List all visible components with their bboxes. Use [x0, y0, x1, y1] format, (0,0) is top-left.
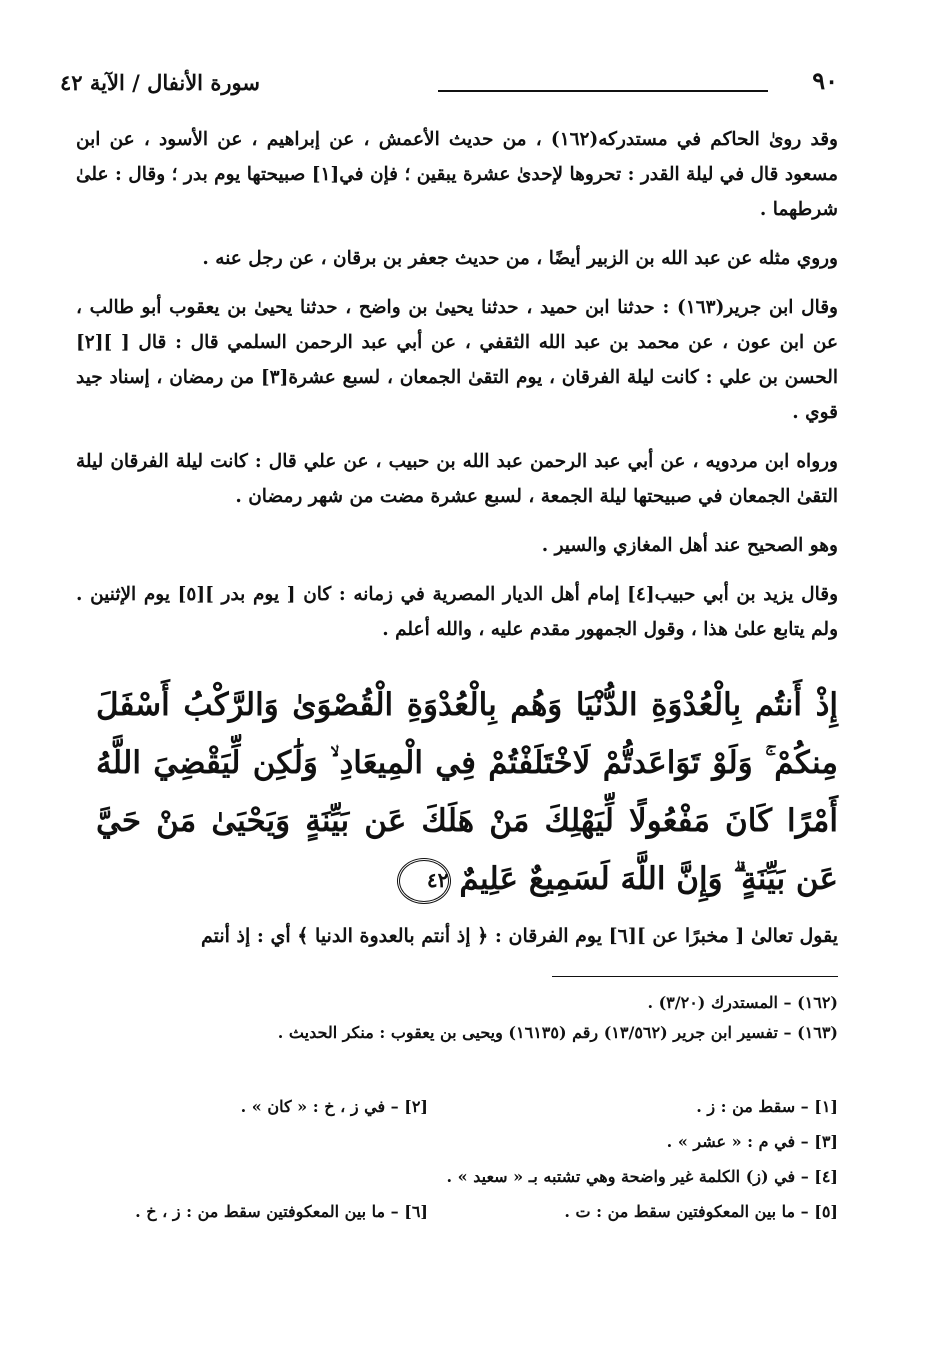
- quran-verse: [96, 676, 838, 908]
- tafsir-text: يقول تعالىٰ [ مخبرًا عن ][٦] يوم الفرقان : ﴿ إذ أنتم بالعدوة الدنيا ﴾ أي : إذ أنتم: [200, 925, 838, 947]
- paragraph-4: ورواه ابن مردويه ، عن أبي عبد الرحمن عبد الله بن حبيب ، عن علي قال : كانت ليلة الفرقان ليلة التقىٰ الجمعان في صبيحتها ليلة الجمعة ، لسبع عشرة مضت من شهر رمضان .: [76, 451, 838, 507]
- paragraph-6: وقال يزيد بن أبي حبيب[٤] إمام أهل الديار المصرية في زمانه : كان [ يوم بدر ][٥] يوم الإثنين . ولم يتابع علىٰ هذا ، وقول الجمهور مقدم عليه ، والله أعلم .: [76, 584, 839, 640]
- quran-verse-block: [96, 676, 838, 908]
- editor-note-5: [٥] – ما بين المعكوفتين سقط من : ت .: [564, 1202, 838, 1221]
- editor-note-3: [٣] – في م : « عشر » .: [666, 1132, 838, 1151]
- editor-notes-row-3: [96, 1162, 838, 1197]
- paragraph-3: وقال ابن جرير(١٦٣) : حدثنا ابن حميد ، حدثنا يحيىٰ بن واضح ، حدثنا يحيىٰ بن يعقوب أبو طالب ، عن ابن عون ، عن محمد بن عبد الله الثقفي ، عن أبي عبد الرحمن السلمي قال : قال [ ][٢] الحسن بن علي : كانت ليلة الفرقان ، يوم التقىٰ الجمعان ، لسبع عشرة[٣] من رمضان ، إسناد جيد قوي .: [76, 297, 838, 423]
- editor-notes: [96, 1092, 838, 1232]
- editor-note-2: [٢] – في ز ، خ : « كان » .: [240, 1097, 428, 1116]
- paragraph-5: وهو الصحيح عند أهل المغازي والسير .: [541, 535, 838, 556]
- header-rule: [438, 90, 768, 92]
- paragraph-2: وروي مثله عن عبد الله بن الزبير أيضًا ، من حديث جعفر بن برقان ، عن رجل عنه .: [202, 248, 838, 269]
- editor-notes-row-2: [96, 1127, 838, 1162]
- paragraph-1: وقد روىٰ الحاكم في مستدركه(١٦٢) ، من حديث الأعمش ، عن إبراهيم ، عن الأسود ، عن ابن مسعود قال في ليلة القدر : تحروها لإحدىٰ عشرة يبقين ؛ فإن في[١] صبيحتها يوم بدر ؛ وقال : علىٰ شرطهما .: [76, 129, 838, 220]
- footnote-divider: [552, 976, 838, 977]
- verse-text: إِذْ أَنتُم بِالْعُدْوَةِ الدُّنْيَا وَهُم بِالْعُدْوَةِ الْقُصْوَىٰ وَالرَّكْبُ أَسْفَلَ مِنكُمْ ۚ وَلَوْ تَوَاعَدتُّمْ لَاخْتَلَفْتُمْ فِي الْمِيعَادِ ۙ وَلَٰكِن لِّيَقْضِيَ اللَّهُ أَمْرًا كَانَ مَفْعُولًا لِّيَهْلِكَ مَنْ هَلَكَ عَن بَيِّنَةٍ وَيَحْيَىٰ مَنْ حَيَّ عَن بَيِّنَةٍ ۗ وَإِنَّ اللَّهَ لَسَمِيعٌ عَلِيمٌ: [96, 687, 838, 897]
- running-title: سورة الأنفال / الآية ٤٢: [60, 70, 260, 95]
- editor-notes-row-1: [96, 1092, 838, 1127]
- footnotes: [96, 988, 838, 1048]
- editor-note-1: [١] – سقط من : ز .: [696, 1097, 838, 1116]
- editor-notes-row-4: [96, 1197, 838, 1232]
- page-number: ٩٠: [812, 66, 838, 95]
- page-header: [60, 66, 838, 102]
- body-text: [76, 122, 838, 661]
- footnote-162: (١٦٢) – المستدرك (٣/٢٠) .: [647, 993, 838, 1012]
- editor-note-6: [٦] – ما بين المعكوفتين سقط من : ز ، خ .: [135, 1202, 428, 1221]
- editor-note-4: [٤] – في (ز) الكلمة غير واضحة وهي تشتبه بـ « سعيد » .: [446, 1167, 838, 1186]
- tafsir-start: [76, 918, 838, 954]
- footnote-163: (١٦٣) – تفسير ابن جرير (١٣/٥٦٢) رقم (١٦١٣٥) ويحيى بن يعقوب : منكر الحديث .: [277, 1023, 838, 1042]
- ayah-number-medallion: ٤٢: [397, 858, 451, 904]
